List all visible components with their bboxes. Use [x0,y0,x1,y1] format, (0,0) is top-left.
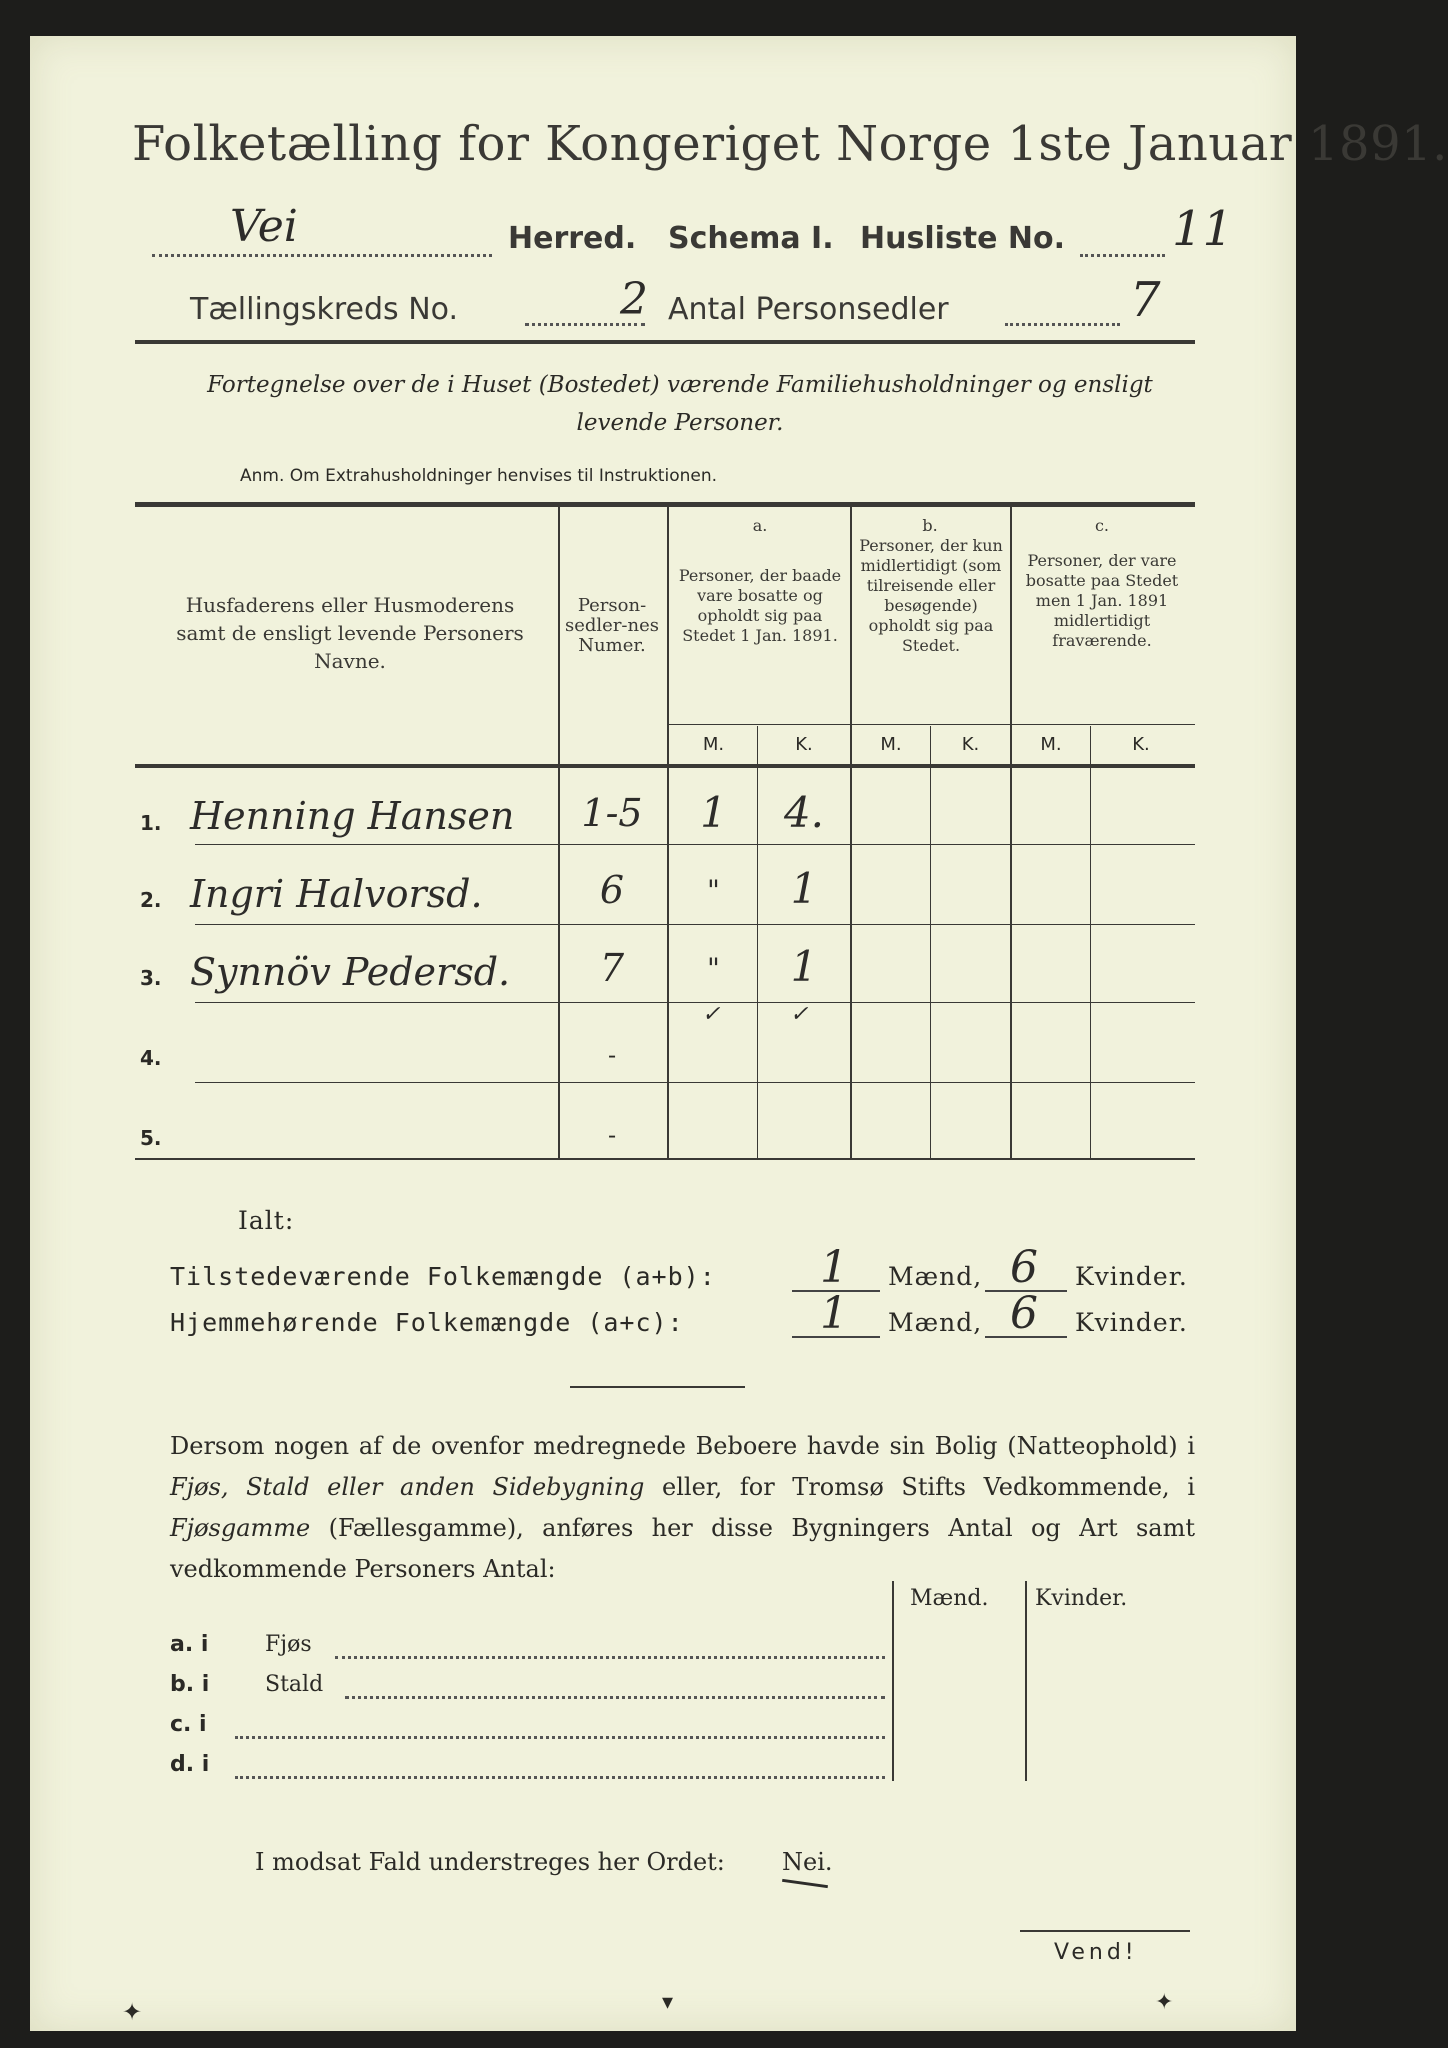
census-form [30,36,1448,2031]
ialt-label: Ialt: [238,1206,295,1235]
row-number: 1. [140,811,162,835]
row-line-3 [195,1002,1195,1003]
mk-header-line [667,724,1195,725]
kreds-label: Tællingskreds No. [190,292,458,327]
col-b-header: Personer, der kun midlertidigt (som tilreisende eller besøgende) opholdt sig paa Stedet. [859,536,1003,655]
a-k-value: 1 [790,864,818,913]
a-k-value: 4. [783,788,825,837]
building-label: Fjøs [265,1632,312,1657]
husliste-value: 11 [1172,201,1234,257]
building-label: Stald [265,1672,324,1697]
building-letter: b. i [170,1672,210,1697]
b-k-header: K. [961,734,980,755]
hjemme-label: Hjemmehørende Folkemængde (a+c): [170,1308,684,1337]
form-title: Folketælling for Kongeriget Norge 1ste Januar 1891. [132,116,1448,172]
table-header-rule [135,764,1195,768]
tilstede-maend: Mænd, [888,1262,983,1291]
paragraph-emphasis: Fjøs, Stald eller anden Sidebygning [170,1473,645,1501]
a-m-value: " [707,874,720,907]
personsedler-value: 7 [1130,272,1161,328]
vend-label: Vend! [1054,1940,1138,1965]
vline-3 [850,506,852,1158]
row-number: 4. [140,1046,162,1070]
vline-b-mk [930,726,931,1158]
vline-2 [667,506,669,1158]
herred-line [152,254,492,257]
paragraph-text: eller, for Tromsø Stifts Vedkommende, i [644,1473,1195,1501]
col-a-letter: a. [752,516,768,535]
paragraph-text: (Fællesgamme), anføres her disse Bygningers Antal og Art samt vedkommende Personers Antal: [170,1514,1195,1583]
schema-label: Schema I. [668,221,834,256]
person-number: 1-5 [581,791,643,835]
row-number: 3. [140,966,162,990]
tilstede-label: Tilstedeværende Folkemængde (a+b): [170,1262,716,1291]
personsedler-line [1005,323,1120,326]
person-number: - [607,1041,617,1069]
col-b-letter: b. [922,516,938,535]
herred-label: Herred. [508,221,637,256]
personsedler-label: Antal Personsedler [668,292,949,327]
table-bottom-rule [135,1158,1195,1160]
nei-word: Nei. [782,1848,833,1876]
building-dotline [235,1776,885,1779]
person-name: Synnöv Pedersd. [190,950,511,994]
c-m-header: M. [1040,734,1062,755]
separator-rule [570,1386,745,1388]
building-letter: a. i [170,1632,209,1657]
person-name: Henning Hansen [190,794,515,838]
punch-mark-icon: ▾ [662,1990,674,2015]
person-name: Ingri Halvorsd. [190,872,483,916]
building-dotline [335,1656,885,1659]
buildings-maend-header: Mænd. [910,1586,989,1611]
paragraph-emphasis: Fjøsgamme [170,1514,311,1542]
tilstede-kvinder: Kvinder. [1075,1262,1188,1291]
col-name-header: Husfaderens eller Husmoderens samt de ensligt levende Personers Navne. [176,593,524,673]
anm-note: Anm. Om Extrahusholdninger henvises til Instruktionen. [240,466,718,486]
table-top-rule [135,502,1195,507]
herred-value: Vei [230,201,298,252]
vend-rule [1020,1930,1190,1932]
kreds-value: 2 [620,274,648,325]
punch-mark-icon: ✦ [1155,1990,1174,2015]
husliste-line [1080,254,1165,257]
building-dotline [235,1736,885,1739]
buildings-vline-1 [892,1581,894,1781]
row-number: 2. [140,888,162,912]
row-line-4 [195,1082,1195,1083]
person-number: - [607,1121,617,1149]
col-a-header: Personer, der baade vare bosatte og opholdt sig paa Stedet 1 Jan. 1891. [678,566,842,645]
building-letter: c. i [170,1712,207,1737]
col-c-header: Personer, der vare bosatte paa Stedet men 1 Jan. 1891 midlertidigt fraværende. [1025,551,1179,650]
check-mark-icon: ✓ [790,1002,809,1027]
paragraph-text: Dersom nogen af de ovenfor medregnede Beboere havde sin Bolig (Natteophold) i [170,1432,1195,1460]
vline-c-mk [1090,726,1091,1158]
c-k-header: K. [1132,734,1150,755]
row-line-1 [195,844,1195,845]
vline-1 [558,506,560,1158]
a-k-value: 1 [790,942,818,991]
building-dotline [345,1696,885,1699]
modsat-text: I modsat Fald understreges her Ordet: [255,1848,725,1876]
header-rule [135,340,1195,344]
husliste-label: Husliste No. [860,221,1065,256]
person-number: 7 [599,946,625,990]
building-letter: d. i [170,1752,210,1777]
a-m-header: M. [702,734,725,755]
tilstede-m-value: 1 [820,1242,848,1293]
hjemme-m-value: 1 [820,1288,848,1339]
a-m-value: " [707,952,720,985]
vline-4 [1010,506,1012,1158]
col-num-header: Person-sedler-nes Numer. [565,595,659,656]
row-number: 5. [140,1126,162,1150]
tilstede-k-value: 6 [1010,1242,1038,1293]
a-m-value: 1 [700,788,727,837]
intro-text: Fortegnelse over de i Huset (Bostedet) værende Familiehusholdninger og ensligt levende Personer. [207,372,1153,436]
hjemme-kvinder: Kvinder. [1075,1308,1188,1337]
buildings-vline-2 [1025,1581,1027,1781]
nei-underline [782,1879,828,1888]
check-mark-icon: ✓ [702,1002,721,1027]
row-line-2 [195,924,1195,925]
sidebygning-paragraph [170,1426,1195,1590]
a-k-header: K. [795,734,813,755]
hjemme-k-value: 6 [1010,1288,1038,1339]
b-m-header: M. [880,734,902,755]
col-c-letter: c. [1094,516,1110,535]
person-number: 6 [599,868,625,912]
buildings-kvinder-header: Kvinder. [1035,1586,1128,1611]
punch-mark-icon: ✦ [122,1998,143,2026]
hjemme-maend: Mænd, [888,1308,983,1337]
